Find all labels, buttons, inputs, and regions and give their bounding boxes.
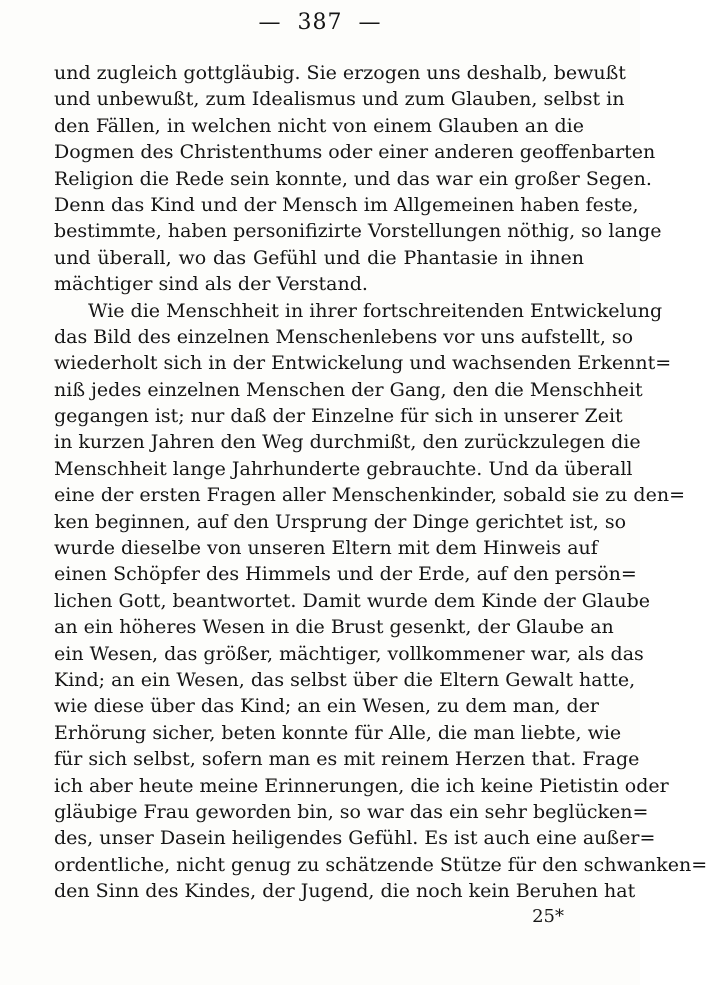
text-line: das Bild des einzelnen Menschenlebens vor uns aufstellt, so [54, 325, 634, 348]
text-line: Menschheit lange Jahrhunderte gebrauchte. Und da überall [54, 457, 633, 480]
text-line: gläubige Frau geworden bin, so war das ein sehr beglücken= [54, 800, 649, 823]
signature-mark: 25* [532, 906, 564, 927]
page-number: 387 [297, 10, 343, 35]
text-line: ich aber heute meine Erinnerungen, die ich keine Pietistin oder [54, 774, 669, 797]
body-text [54, 60, 707, 905]
text-line: ordentliche, nicht genug zu schätzende Stütze für den schwanken= [54, 853, 707, 876]
text-line: bestimmte, haben personifizirte Vorstellungen nöthig, so lange [54, 220, 662, 243]
text-line: gegangen ist; nur daß der Einzelne für sich in unserer Zeit [54, 405, 623, 428]
text-line: mächtiger sind als der Verstand. [54, 273, 368, 296]
text-line: in kurzen Jahren den Weg durchmißt, den zurückzulegen die [54, 431, 641, 454]
text-line: Religion die Rede sein konnte, und das war ein großer Segen. [54, 167, 652, 190]
text-line: den Fällen, in welchen nicht von einem Glauben an die [54, 114, 584, 137]
text-line: für sich selbst, sofern man es mit reinem Herzen that. Frage [54, 748, 640, 771]
text-line: Erhörung sicher, beten konnte für Alle, die man liebte, wie [54, 721, 622, 744]
text-line: Dogmen des Christenthums oder einer anderen geoffenbarten [54, 141, 656, 164]
text-line: einen Schöpfer des Himmels und der Erde, auf den persön= [54, 563, 637, 586]
header-dash-left: — [258, 10, 282, 35]
text-line: wie diese über das Kind; an ein Wesen, zu dem man, der [54, 695, 599, 718]
text-line: den Sinn des Kindes, der Jugend, die noch kein Beruhen hat [54, 880, 636, 903]
text-line: und zugleich gottgläubig. Sie erzogen uns deshalb, bewußt [54, 62, 626, 84]
text-line: wiederholt sich in der Entwickelung und wachsenden Erkennt= [54, 352, 672, 375]
text-line: niß jedes einzelnen Menschen der Gang, den die Menschheit [54, 378, 643, 401]
text-line: Kind; an ein Wesen, das selbst über die Eltern Gewalt hatte, [54, 668, 636, 691]
text-line: ken beginnen, auf den Ursprung der Dinge gerichtet ist, so [54, 510, 627, 533]
text-line: des, unser Dasein heiligendes Gefühl. Es ist auch eine außer= [54, 827, 656, 850]
text-line: wurde dieselbe von unseren Eltern mit dem Hinweis auf [54, 537, 598, 560]
text-line: eine der ersten Fragen aller Menschenkinder, sobald sie zu den= [54, 484, 685, 507]
text-line: Wie die Menschheit in ihrer fortschreitenden Entwickelung [88, 299, 663, 322]
text-line: ein Wesen, das größer, mächtiger, vollkommener war, als das [54, 642, 644, 665]
text-line: und unbewußt, zum Idealismus und zum Glauben, selbst in [54, 88, 625, 111]
page-header [0, 10, 640, 35]
text-line: und überall, wo das Gefühl und die Phantasie in ihnen [54, 246, 584, 269]
text-line: Denn das Kind und der Mensch im Allgemeinen haben feste, [54, 193, 639, 216]
text-line: lichen Gott, beantwortet. Damit wurde dem Kinde der Glaube [54, 589, 651, 612]
header-dash-right: — [358, 10, 382, 35]
text-line: an ein höheres Wesen in die Brust gesenkt, der Glaube an [54, 616, 614, 639]
